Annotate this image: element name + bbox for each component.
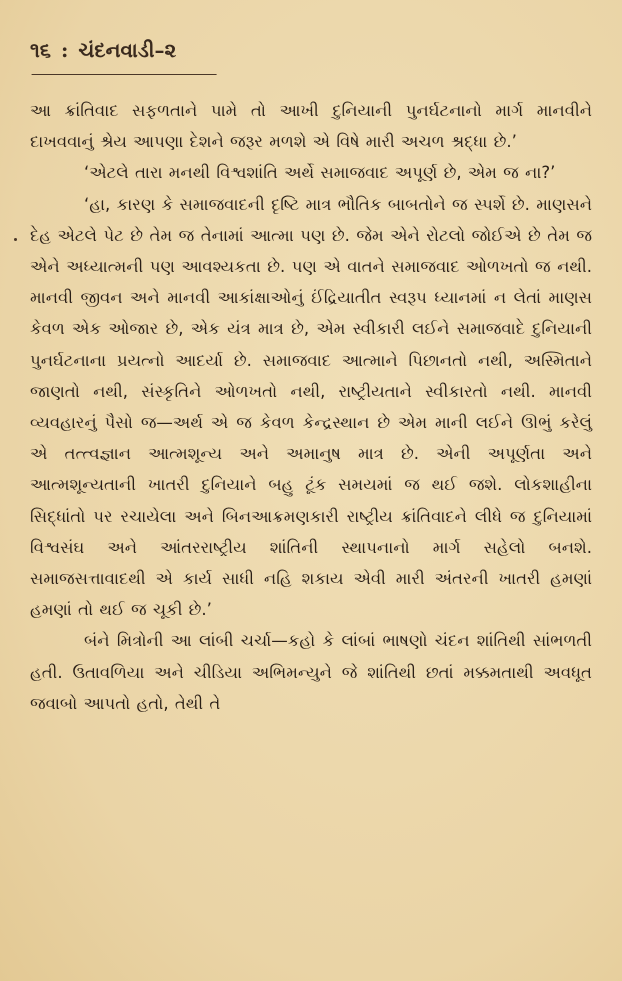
chapter-title: ચંદનવાડી–૨ — [78, 38, 177, 62]
header-separator: : — [61, 38, 69, 62]
paragraph-1: આ ક્રાંતિવાદ સફળતાને પામે તો આખી દુનિયાની પુનર્ઘટનાનો માર્ગ માનવીને દાખવવાનું શ્રેય આપણા દેશને જરૂર મળશે એ વિષે મારી અચળ શ્રદ્ધા છે.’ — [30, 101, 592, 152]
paragraph-2: ‘એટલે તારા મનથી વિશ્વશાંતિ અર્થે સમાજવાદ અપૂર્ણ છે, એમ જ ના?’ — [84, 163, 556, 183]
paragraph-4: બંને મિત્રોની આ લાંબી ચર્ચા—કહો કે લાંબાં ભાષણો ચંદન શાંતિથી સાંભળતી હતી. ઉતાવળિયા અને ચીડિયા અભિમન્યુને જે શાંતિથી છતાં મક્કમતાથી અવધૂત જવાબો આપતો હતો, તેથી તે — [30, 631, 592, 713]
running-header — [30, 38, 592, 62]
paragraph-3: ‘હા, કારણ કે સમાજવાદની દૃષ્ટિ માત્ર ભૌતિક બાબતોને જ સ્પર્શે છે. માણસને દેહ એટલે પેટ છે તેમ જ તેનામાં આત્મા પણ છે. જેમ એને રોટલો જોઈએ છે તેમ જ એને અધ્યાત્મની પણ આવશ્યકતા છે. પણ એ વાતને સમાજવાદ ઓળખતો જ નથી. માનવી જીવન અને માનવી આકાંક્ષાઓનું ઈંદ્રિયાતીત સ્વરૂપ ધ્યાનમાં ન લેતાં માણસ કેવળ એક ઓજાર છે, એક યંત્ર માત્ર છે, એમ સ્વીકારી લઈને સમાજવાદે દુનિયાની પુનર્ઘટનાના પ્રયત્નો આદર્યા છે. સમાજવાદ આત્માને પિછાનતો નથી, અસ્મિતાને જાણતો નથી, સંસ્કૃતિને ઓળખતો નથી, રાષ્ટ્રીયતાને સ્વીકારતો નથી. માનવી વ્યવહારનું પૈસો જ—અર્થ એ જ કેવળ કેન્દ્રસ્થાન છે એમ માની લઈને ઊભું કરેલું એ તત્ત્વજ્ઞાન આત્મશૂન્ય અને અમાનુષ માત્ર છે. એની અપૂર્ણતા અને આત્મશૂન્યતાની ખાતરી દુનિયાને બહુ ટૂંક સમયમાં જ થઈ જશે. લોકશાહીના સિદ્ધાંતો પર રચાયેલા અને બિનઆક્રમણકારી રાષ્ટ્રીય ક્રાંતિવાદને લીધે જ દુનિયામાં વિશ્વસંઘ અને આંતરરાષ્ટ્રીય શાંતિની સ્થાપનાનો માર્ગ સહેલો બનશે. સમાજસત્તાવાદથી એ કાર્ય સાધી નહિ શકાય એવી મારી અંતરની ખાતરી હમણાં હમણાં તો થઈ જ ચૂકી છે.’ — [30, 194, 592, 620]
page-number: ૧૬ — [30, 38, 51, 62]
ink-speck — [14, 238, 17, 241]
header-underline — [32, 68, 218, 75]
